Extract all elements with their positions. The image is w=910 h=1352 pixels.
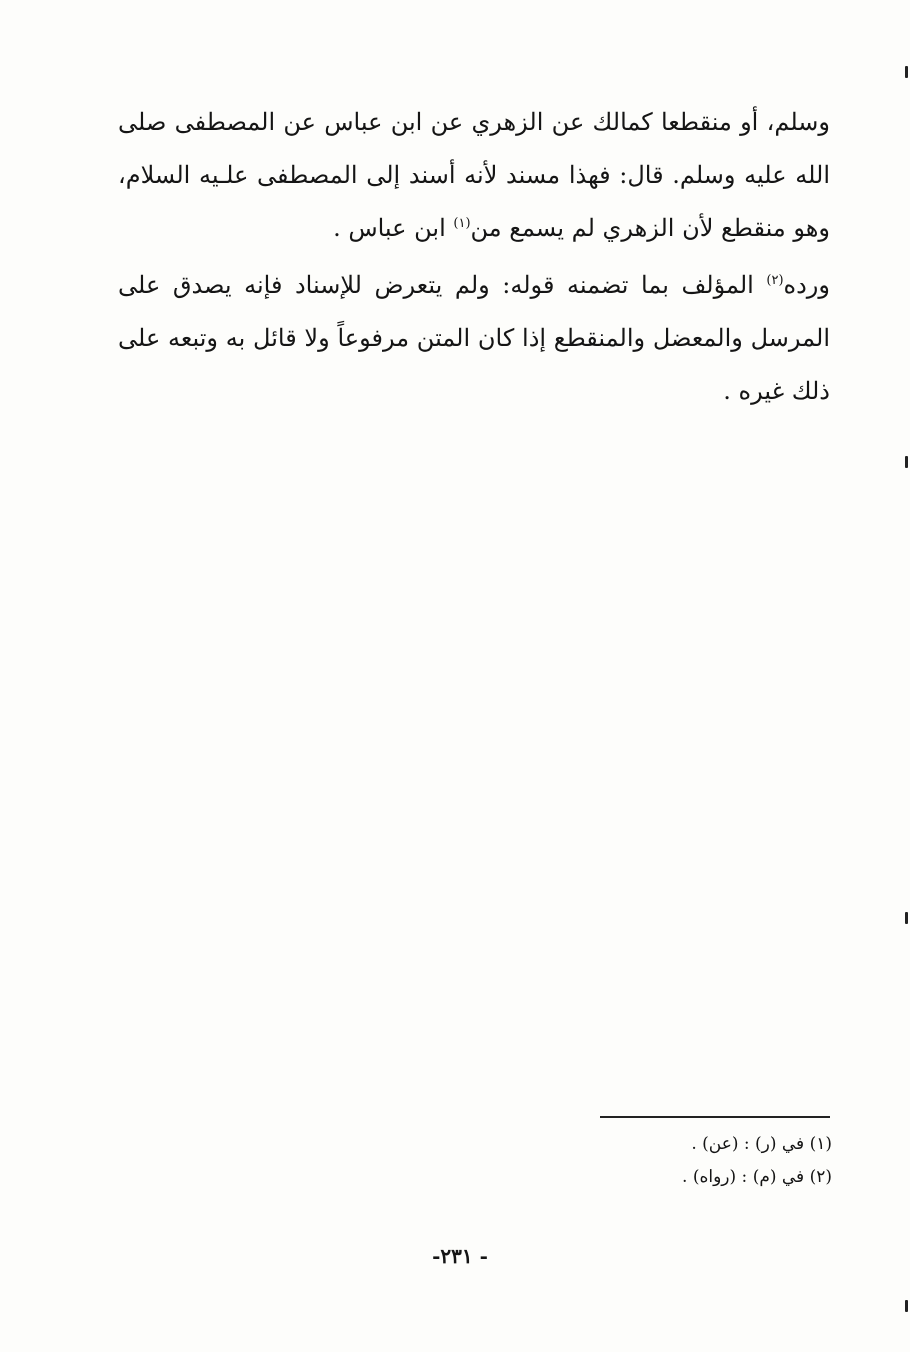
edge-mark	[905, 912, 908, 924]
main-text	[118, 96, 830, 418]
paragraph-1	[118, 96, 830, 255]
footnote-divider	[600, 1116, 830, 1118]
paragraph-1-line-2: الله عليه وسلم. قال: فهذا مسند لأنه أسند إلى المصطفى علـيه السلام،	[118, 161, 830, 189]
edge-mark	[905, 456, 908, 468]
edge-mark	[905, 1300, 908, 1312]
footnote-1: (١) في (ر) : (عن) .	[691, 1134, 832, 1154]
footnotes	[560, 1128, 832, 1194]
paragraph-2-text: المؤلف بما تضمنه قوله: ولم يتعرض للإسناد فإنه يصدق على المرسل والمعضل والمنقطع إذا كان المتن مرفوعاً ولا قائل به وتبعه على ذلك غيره .	[118, 271, 830, 405]
footnote-reference-1: (١)	[453, 216, 471, 231]
paragraph-1-line-3-start: وهو منقطع لأن الزهري لم يسمع من	[470, 214, 830, 242]
paragraph-1-line-3-end: ابن عباس .	[333, 214, 454, 242]
page-number: - ٢٣١-	[432, 1244, 488, 1268]
footnote-reference-2: (٢)	[766, 273, 784, 288]
footnote-2: (٢) في (م) : (رواه) .	[682, 1167, 832, 1187]
paragraph-1-line-1: وسلم، أو منقطعا كمالك عن الزهري عن ابن عباس عن المصطفى صلى	[118, 108, 830, 136]
edge-mark	[905, 66, 908, 78]
paragraph-2-start: ورده	[783, 271, 830, 299]
paragraph-2	[118, 259, 830, 418]
